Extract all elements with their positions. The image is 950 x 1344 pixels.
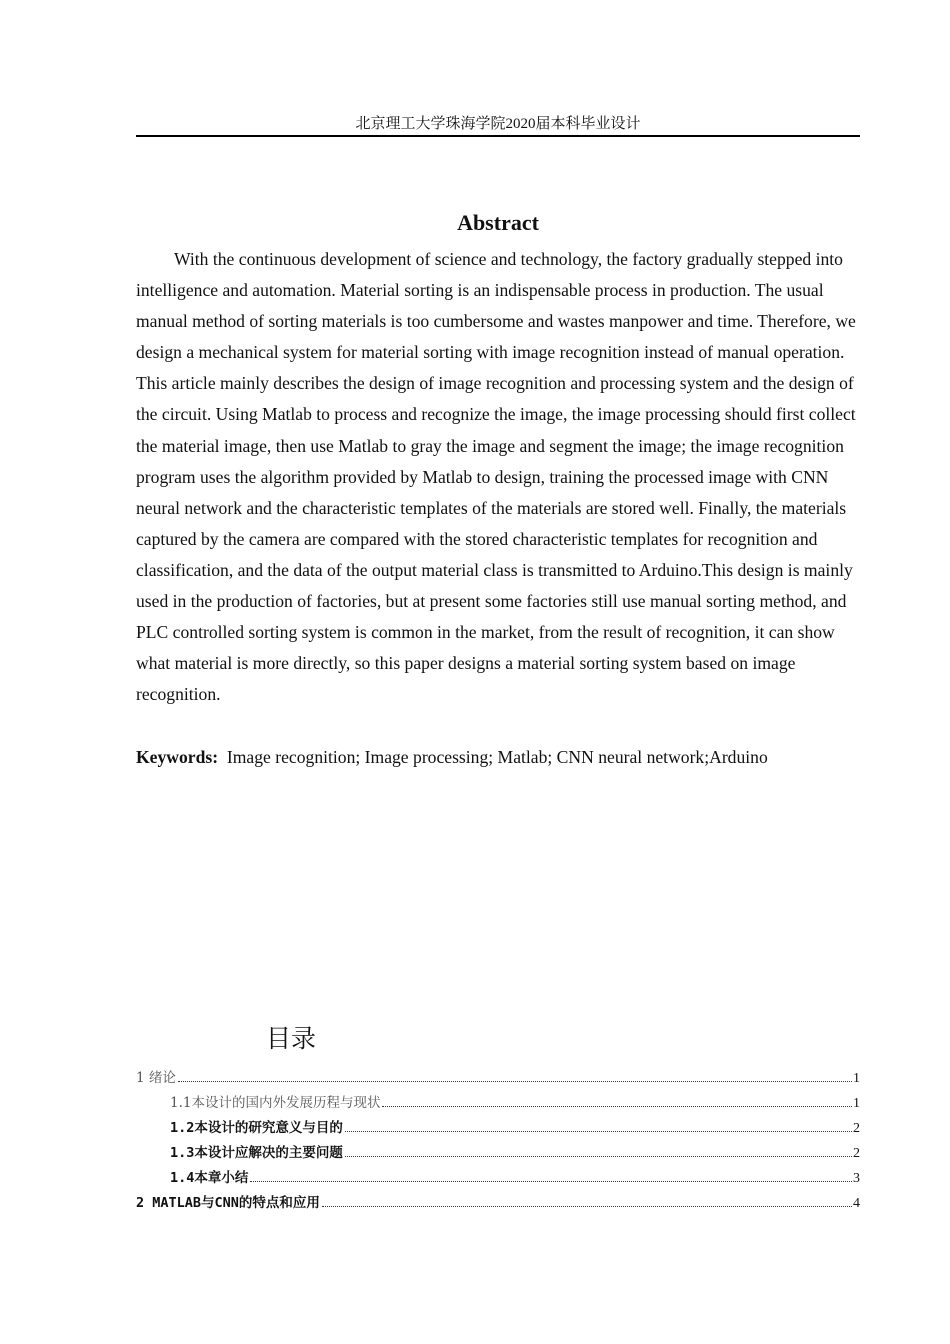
toc-entry-text: 1.3本设计应解决的主要问题 [170,1145,343,1161]
toc-entry-page: 3 [853,1171,860,1186]
toc-leader-dots [382,1105,852,1107]
toc-entry-page: 1 [853,1071,860,1086]
abstract-body [136,244,860,710]
toc-entry-page: 2 [853,1121,860,1136]
toc-entry-2[interactable] [136,1191,860,1216]
toc-entry-text: 1.4本章小结 [170,1170,249,1186]
toc-entry-1-1[interactable] [136,1091,860,1116]
toc-leader-dots [345,1130,852,1132]
toc-title: 目录 [266,1024,317,1053]
toc-entry-text: 1.1本设计的国内外发展历程与现状 [170,1095,381,1111]
abstract-paragraph: With the continuous development of science and technology, the factory gradually stepped into intelligence and automation. Material sorting is an indispensable process in production. The usual manual method of sorting materials is too cumbersome and wastes manpower and time. Therefore, we design a mechanical system for material sorting with image recognition instead of manual operation. This article mainly describes the design of image recognition and processing system and the design of the circuit. Using Matlab to process and recognize the image, the image processing should first collect the material image, then use Matlab to gray the image and segment the image; the image recognition program uses the algorithm provided by Matlab to design, training the processed image with CNN neural network and the characteristic templates of the materials are stored well. Finally, the materials captured by the camera are compared with the stored characteristic templates for recognition and classification, and the data of the output material class is transmitted to Arduino.This design is mainly used in the production of factories, but at present some factories still use manual sorting method, and PLC controlled sorting system is common in the market, from the result of recognition, it can show what material is more directly, so this paper designs a material sorting system based on image recognition. [136,249,856,705]
keywords-text: Image recognition; Image processing; Matlab; CNN neural network;Arduino [226,747,768,767]
toc-entry-page: 4 [853,1196,860,1211]
page-header: 北京理工大学珠海学院2020届本科毕业设计 [355,116,641,132]
toc-entry-text: 1 绪论 [136,1070,176,1086]
toc-leader-dots [178,1080,852,1082]
abstract-title: Abstract [457,210,539,235]
toc-entry-1[interactable] [136,1066,860,1091]
toc-entry-1-4[interactable] [136,1166,860,1191]
toc-entry-text: 2 MATLAB与CNN的特点和应用 [136,1195,320,1211]
keywords-label: Keywords: [136,747,219,767]
toc-entry-1-2[interactable] [136,1116,860,1141]
header-rule [136,135,860,137]
toc-leader-dots [250,1180,852,1182]
toc-leader-dots [322,1205,852,1207]
toc-entry-page: 2 [853,1146,860,1161]
toc-entry-1-3[interactable] [136,1141,860,1166]
toc-entry-page: 1 [853,1096,860,1111]
toc-leader-dots [345,1155,852,1157]
keywords-line [136,742,860,773]
table-of-contents [136,1066,860,1216]
toc-entry-text: 1.2本设计的研究意义与目的 [170,1120,343,1136]
